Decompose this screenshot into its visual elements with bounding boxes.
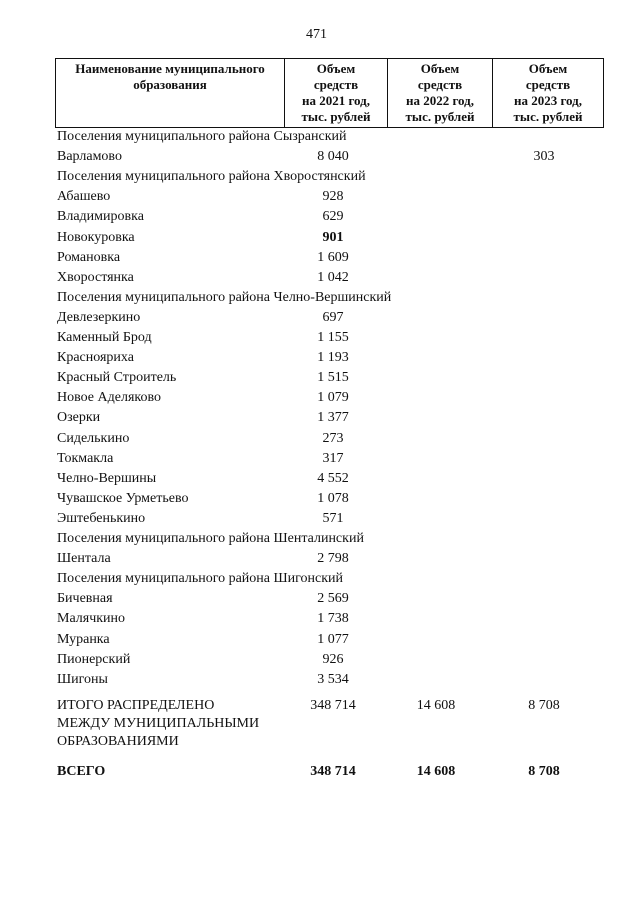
group-header-label: Поселения муниципального района Шигонский [57, 571, 344, 587]
value-2021: 2 569 [317, 591, 349, 607]
table-row [0, 630, 633, 650]
table-row [0, 308, 633, 328]
settlement-name: Сиделькино [57, 430, 130, 446]
table-row [0, 469, 633, 489]
settlement-name: Чувашское Урметьево [57, 490, 189, 506]
settlement-name: Новое Аделяково [57, 390, 161, 406]
header-line: на 2022 год, [405, 93, 475, 108]
settlement-name: Краснояриха [57, 350, 134, 366]
header-line: Объем [316, 61, 356, 76]
table-row [0, 348, 633, 368]
table-row [0, 268, 633, 288]
header-line: на 2021 год, [301, 93, 371, 108]
value-2021: 926 [322, 651, 344, 667]
value-2021: 317 [322, 450, 344, 466]
settlement-name: Озерки [57, 410, 101, 426]
table-row [0, 248, 633, 268]
grand-total-2022: 14 608 [416, 764, 456, 779]
settlement-name: Владимировка [57, 209, 144, 225]
value-2021: 1 738 [317, 611, 349, 627]
distributed-total-2022: 14 608 [416, 698, 456, 713]
value-2021: 1 377 [317, 410, 349, 426]
settlement-name: Каменный Брод [57, 330, 152, 345]
table-row [0, 670, 633, 690]
header-line: средств [313, 77, 359, 92]
settlement-name: Новокуровка [57, 229, 135, 245]
value-2021: 1 609 [317, 249, 349, 265]
distributed-total-2023: 8 708 [528, 698, 560, 713]
grand-total-label: ВСЕГО [57, 764, 106, 779]
header-name-column [56, 59, 285, 128]
settlement-name: Бичевная [57, 591, 113, 607]
value-2021: 928 [322, 189, 344, 205]
table-row [0, 328, 633, 348]
value-2021: 571 [322, 510, 344, 526]
table-row [0, 549, 633, 569]
group-header-row [0, 167, 633, 187]
settlement-name: Красный Строитель [57, 370, 177, 386]
value-2021: 1 155 [317, 330, 349, 345]
settlement-name: Абашево [57, 189, 111, 205]
group-header-row [0, 569, 633, 589]
settlement-name: Пионерский [57, 651, 131, 667]
table-row [0, 489, 633, 509]
settlement-name: Малячкино [57, 611, 126, 627]
distributed-total-label: ИТОГО РАСПРЕДЕЛЕНО МЕЖДУ МУНИЦИПАЛЬНЫМИ ОБРАЗОВАНИЯМИ [57, 698, 260, 749]
group-header-label: Поселения муниципального района Шенталинский [57, 531, 364, 546]
value-2021: 273 [322, 430, 344, 446]
page-number: 471 [306, 27, 327, 42]
settlement-name: Челно-Вершины [57, 470, 157, 486]
table-row [0, 388, 633, 408]
table-row [0, 509, 633, 529]
table-row [0, 228, 633, 248]
table-row [0, 650, 633, 670]
header-line: средств [417, 77, 463, 92]
table-row [0, 449, 633, 469]
grand-total-2023: 8 708 [528, 764, 560, 779]
table-header [55, 58, 604, 128]
settlement-name: Шигоны [57, 671, 108, 687]
header-line: тыс. рублей [405, 109, 475, 124]
settlement-name: Романовка [57, 249, 121, 265]
settlement-name: Шентала [57, 551, 111, 567]
settlement-name: Муранка [57, 631, 110, 647]
value-2021: 629 [322, 209, 344, 225]
header-line: Объем [528, 61, 568, 76]
table-row [0, 429, 633, 449]
value-2021: 3 534 [317, 671, 349, 687]
value-2021: 1 079 [317, 390, 349, 406]
table-row [0, 589, 633, 609]
header-line: тыс. рублей [513, 109, 583, 124]
settlement-name: Хворостянка [57, 269, 134, 285]
header-2023-column [493, 59, 604, 128]
group-header-label: Поселения муниципального района Хворостянский [57, 169, 366, 185]
header-line: на 2023 год, [513, 93, 583, 108]
value-2021: 901 [322, 229, 344, 245]
header-line: Объем [420, 61, 460, 76]
header-2021-column [285, 59, 388, 128]
table-row [0, 609, 633, 629]
value-2021: 8 040 [317, 149, 349, 165]
distributed-total-2021: 348 714 [310, 698, 356, 713]
settlement-name: Эштебенькино [57, 510, 146, 526]
table-row [0, 147, 633, 167]
header-line: Наименование муниципального [75, 61, 265, 76]
table-row [0, 408, 633, 428]
table-row [0, 207, 633, 227]
value-2021: 1 078 [317, 490, 349, 506]
group-header-row [0, 127, 633, 147]
table-row [0, 187, 633, 207]
group-header-label: Поселения муниципального района Челно-Вершинский [57, 289, 392, 305]
value-2021: 1 077 [317, 631, 349, 647]
settlement-name: Варламово [57, 149, 122, 165]
group-header-row [0, 529, 633, 549]
header-2022-column [388, 59, 493, 128]
group-header-row [0, 288, 633, 308]
value-2021: 1 042 [317, 269, 349, 285]
value-2021: 4 552 [317, 470, 349, 486]
value-2023: 303 [533, 149, 555, 165]
group-header-label: Поселения муниципального района Сызранский [57, 129, 347, 144]
value-2021: 697 [322, 309, 344, 325]
grand-total-2021: 348 714 [310, 764, 356, 779]
value-2021: 1 515 [317, 370, 349, 386]
settlement-name: Девлезеркино [57, 309, 141, 325]
header-line: тыс. рублей [301, 109, 371, 124]
header-line: средств [525, 77, 571, 92]
value-2021: 1 193 [317, 350, 349, 366]
settlement-name: Токмакла [57, 450, 114, 466]
header-line: образования [133, 77, 207, 92]
table-row [0, 368, 633, 388]
value-2021: 2 798 [317, 551, 349, 567]
